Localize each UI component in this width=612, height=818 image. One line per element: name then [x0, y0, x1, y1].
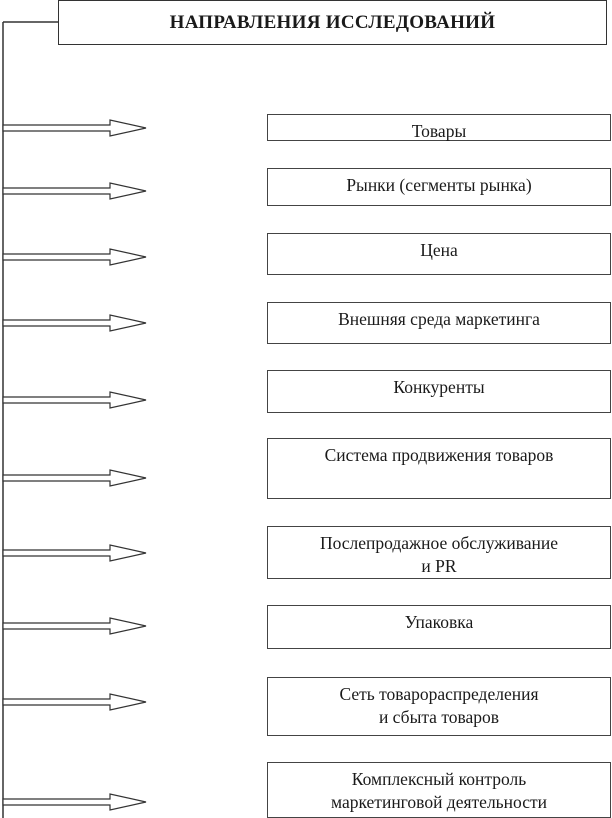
connector-arrow-7 [3, 545, 146, 561]
connector-arrow-3 [3, 249, 146, 265]
direction-box-price [267, 233, 611, 275]
direction-label: Цена [420, 240, 458, 260]
direction-label: Послепродажное обслуживание и PR [319, 533, 559, 576]
connector-arrow-6 [3, 470, 146, 486]
connector-arrow-5 [3, 392, 146, 408]
connector-arrow-2 [3, 183, 146, 199]
connector-arrow-10 [3, 794, 146, 810]
direction-label: Упаковка [404, 612, 474, 632]
title-box [58, 0, 607, 45]
direction-box-packaging [267, 605, 611, 649]
direction-label: Сеть товарораспределения и сбыта товаров [339, 684, 539, 727]
direction-box-competitors [267, 370, 611, 413]
direction-label: Конкуренты [393, 377, 485, 397]
direction-box-distribution [267, 677, 611, 736]
direction-label: Товары [411, 121, 467, 141]
direction-label: Рынки (сегменты рынка) [346, 175, 532, 195]
connector-arrow-1 [3, 120, 146, 136]
connector-arrow-8 [3, 618, 146, 634]
direction-box-environment [267, 302, 611, 344]
direction-box-promotion [267, 438, 611, 499]
diagram-title: НАПРАВЛЕНИЯ ИССЛЕДОВАНИЙ [169, 11, 496, 33]
connector-arrow-4 [3, 315, 146, 331]
direction-box-control [267, 762, 611, 818]
direction-label: Комплексный контроль маркетинговой деятельности [331, 769, 547, 812]
direction-box-markets [267, 168, 611, 206]
direction-box-after-sales [267, 526, 611, 579]
direction-label: Внешняя среда маркетинга [338, 309, 540, 329]
direction-box-goods [267, 114, 611, 141]
connector-arrow-9 [3, 694, 146, 710]
direction-label: Система продвижения товаров [324, 445, 554, 465]
